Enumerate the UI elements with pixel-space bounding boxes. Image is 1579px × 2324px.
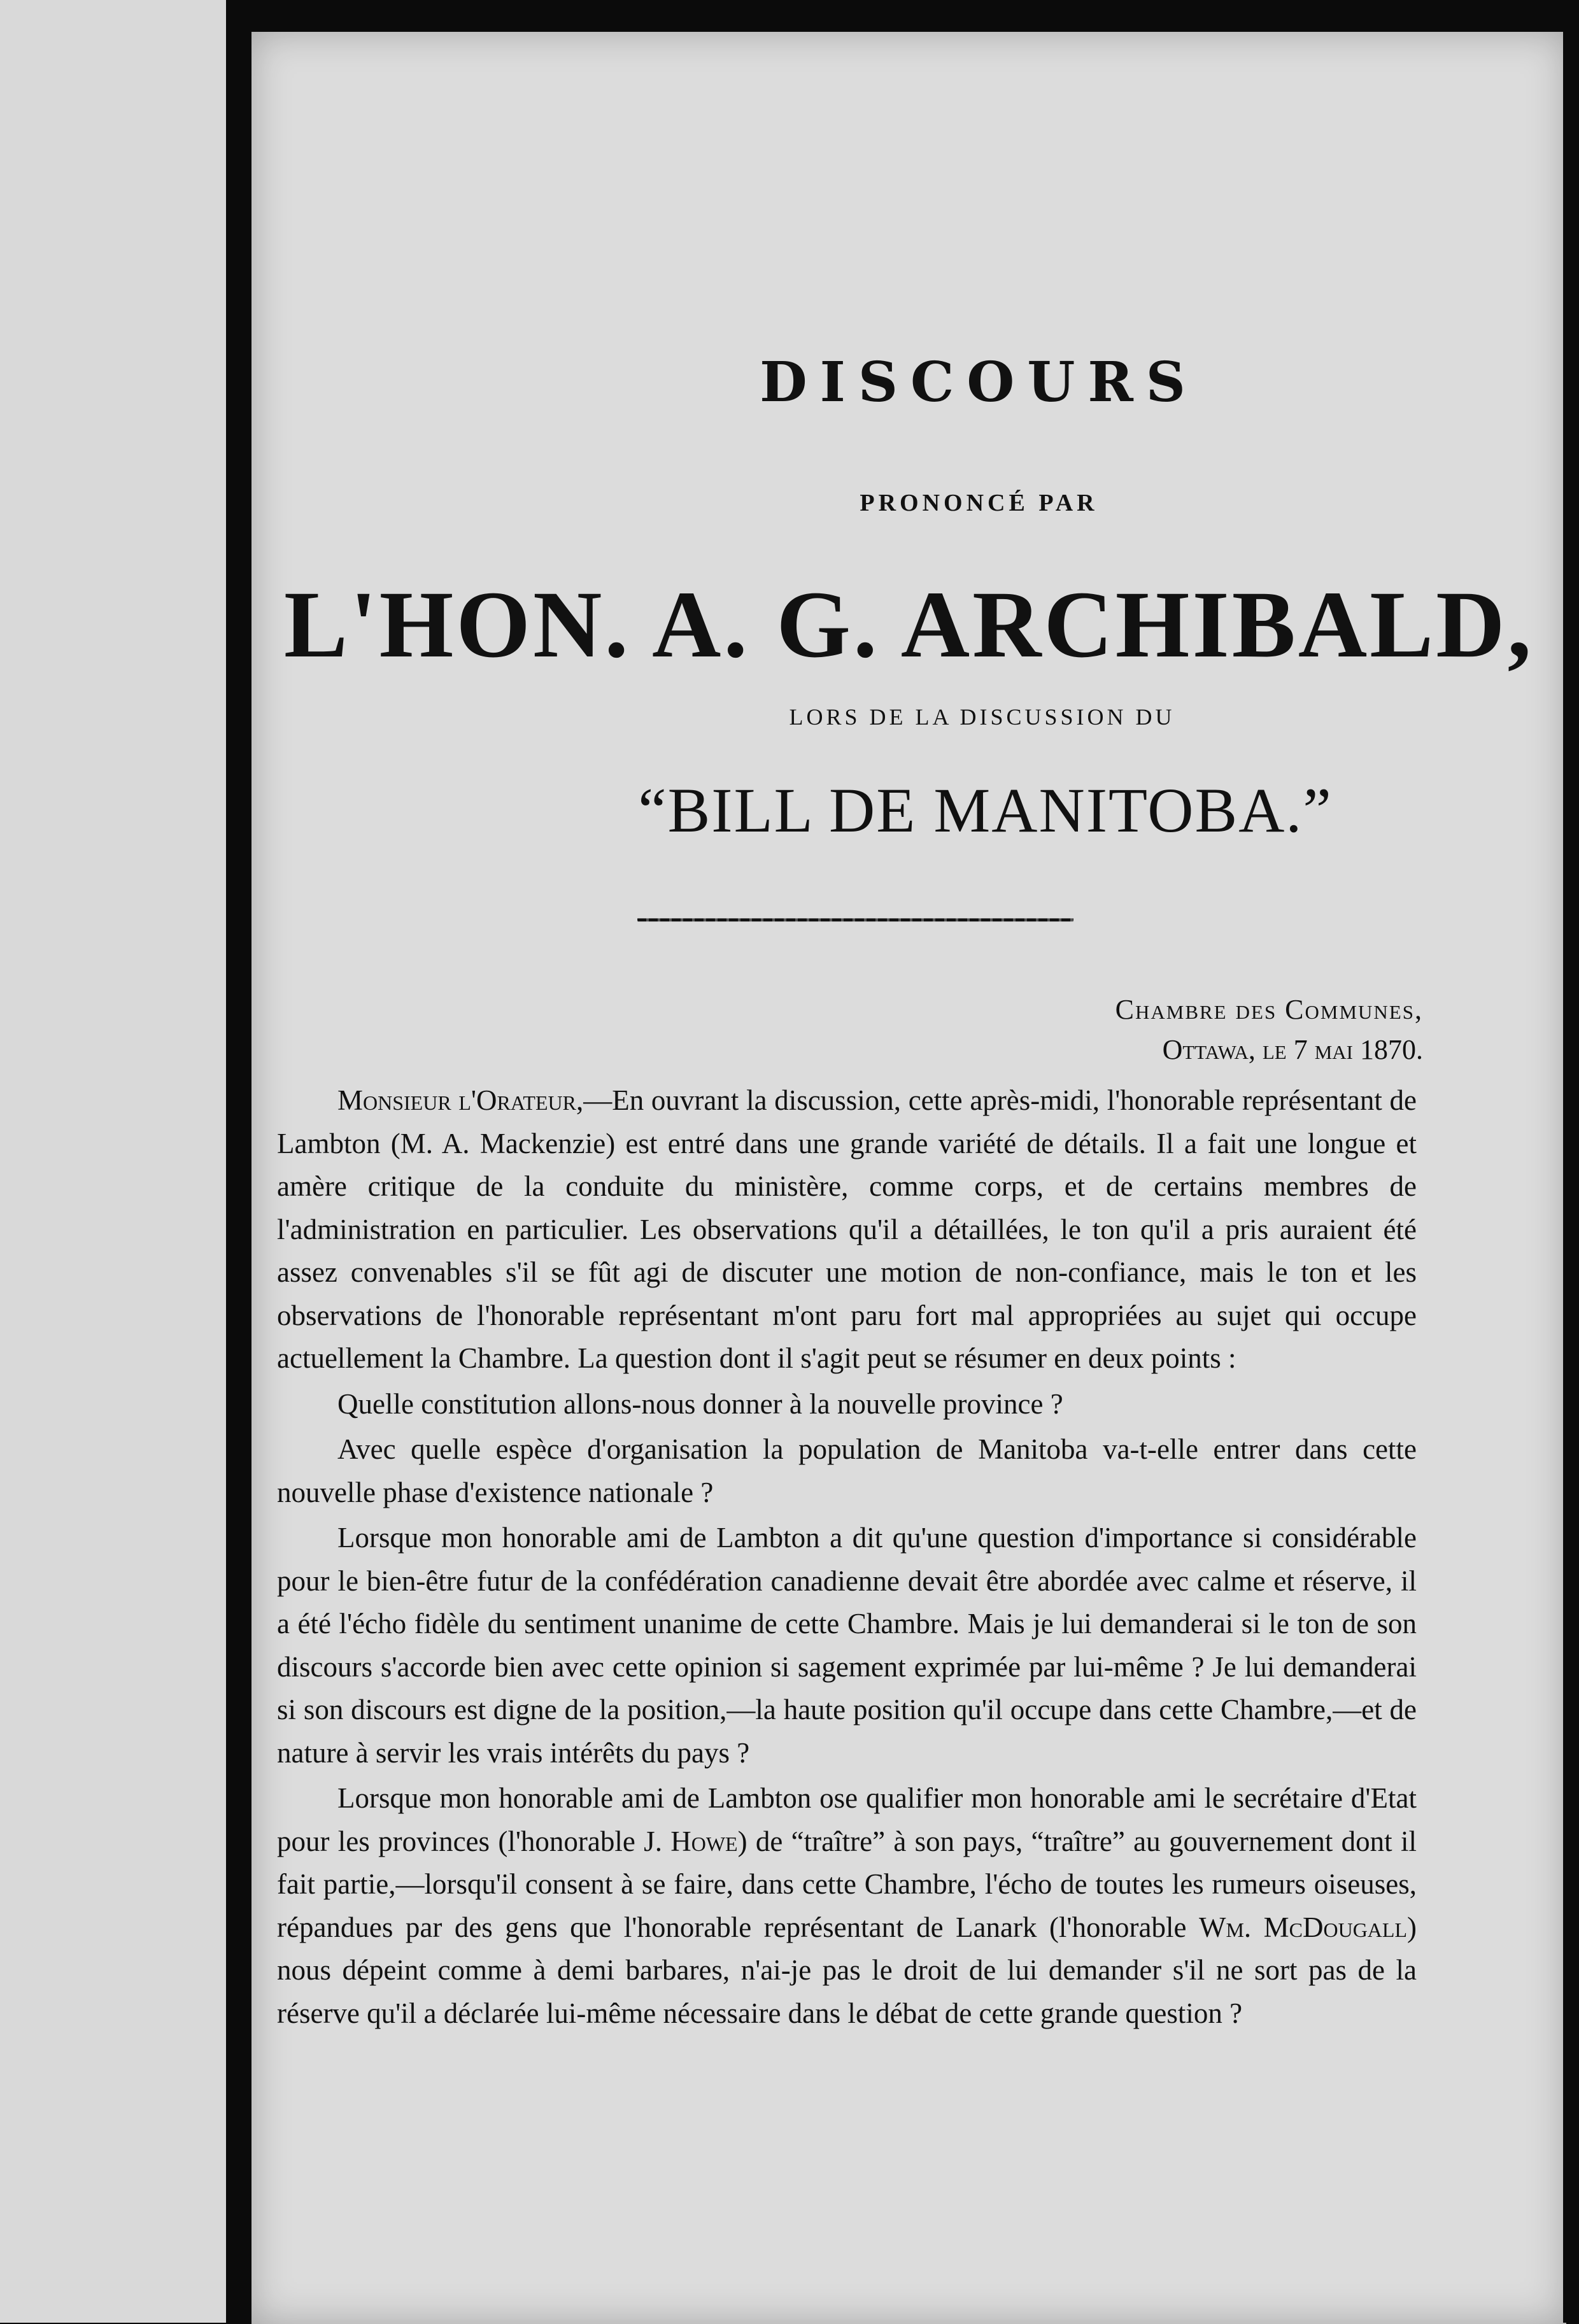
facing-page-edge [0,0,226,2323]
title-bill: “BILL DE MANITOBA.” [638,775,1333,846]
paragraph-2: Quelle constitution allons-nous donner à la nouvelle province ? [337,1387,1063,1420]
dateline-date: Ottawa, le 7 mai 1870. [1162,1034,1423,1065]
speech-body [277,1079,1417,2035]
scan-border [1563,0,1579,2323]
dateline-place: Chambre des Communes, [1115,994,1423,1025]
name-mcdougall: Wm. McDougall [1198,1911,1408,1943]
title-speaker: L'HON. A. G. ARCHIBALD, [283,572,1534,677]
title-discours: DISCOURS [760,350,1198,414]
paragraph-1 [277,1079,1417,1380]
title-context: LORS DE LA DISCUSSION DU [789,704,1175,730]
salutation: Monsieur l'Orateur, [337,1084,584,1116]
paragraph-5-text-c: ) nous dépeint comme à demi barbares, n'ai-je pas le droit de lui demander s'il ne sort pas de la réserve qu'il a déclarée lui-même nécessaire dans le débat de cette grande question ? [277,1911,1417,2029]
document-page [251,32,1566,2324]
paragraph-5-text-b: ) de “traître” à son pays, “traître” au gouvernement dont il fait partie,—lorsqu'il consent à se faire, dans cette Chambre, l'écho de toutes les rumeurs oiseuses, répandues par des gens que l'honorable représentant de Lanark (l'honorable [277,1825,1417,1943]
paragraph-3: Avec quelle espèce d'organisation la population de Manitoba va-t-elle entrer dans cette nouvelle phase d'existence nationale ? [277,1433,1417,1508]
paragraph-5 [277,1777,1417,2035]
decorative-rule [637,914,1073,925]
paragraph-5-text-a: Lorsque mon honorable ami de Lambton ose qualifier mon honorable ami le secrétaire d'Etat pour les provinces (l'honorable J. [277,1782,1417,1857]
title-prononce-par: PRONONCÉ PAR [860,490,1098,516]
name-howe: Howe [670,1825,738,1857]
paragraph-1-text: —En ouvrant la discussion, cette après-midi, l'honorable représentant de Lambton (M. A. Mackenzie) est entré dans une grande variété de détails. Il a fait une longue et amère critique de la conduite du ministère, comme corps, et de certains membres de l'administration en particulier. Les observations qu'il a détaillées, le ton qu'il a pris auraient été assez convenables s'il se fût agi de discuter une motion de non-confiance, mais le ton et les observations de l'honorable représentant m'ont paru fort mal appropriées au sujet qui occupe actuellement la Chambre. La question dont il s'agit peut se résumer en deux points : [277,1084,1417,1374]
paragraph-4: Lorsque mon honorable ami de Lambton a dit qu'une question d'importance si considérable pour le bien-être futur de la confédération canadienne devait être abordée avec calme et réserve, il a été l'écho fidèle du sentiment unanime de cette Chambre. Mais je lui demanderai si le ton de son discours s'accorde bien avec cette opinion si sagement exprimée par lui-même ? Je lui demanderai si son discours est digne de la position,—la haute position qu'il occupe dans cette Chambre,—et de nature à servir les vrais intérêts du pays ? [277,1522,1417,1769]
